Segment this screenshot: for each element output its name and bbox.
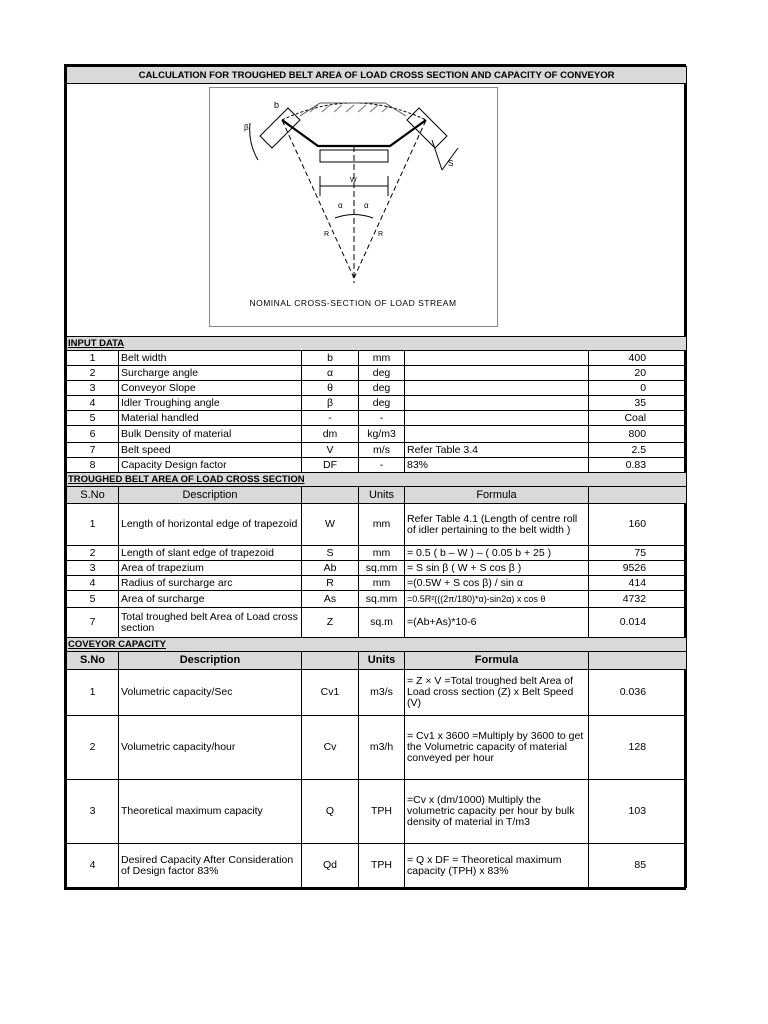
input-row: 6 Bulk Density of material dm kg/m3 800	[67, 426, 687, 443]
diagram-cell	[67, 84, 687, 337]
area-section-heading: TROUGHED BELT AREA OF LOAD CROSS SECTION	[67, 473, 687, 487]
label-alpha-right: α	[364, 201, 369, 210]
radius-line-left	[282, 120, 354, 278]
calculation-table	[66, 66, 687, 888]
capacity-row: 1 Volumetric capacity/Sec Cv1 m3/s = Z × V =Total troughed belt Area of Load cross section (Z) x Belt Speed (V) 0.036	[67, 670, 687, 716]
label-r-left: R	[324, 231, 330, 238]
area-row: 2 Length of slant edge of trapezoid S mm = 0.5 ( b – W ) – ( 0.05 b + 25 ) 75	[67, 546, 687, 561]
input-row: 7 Belt speed V m/s Refer Table 3.4 2.5	[67, 443, 687, 458]
capacity-row: 4 Desired Capacity After Consideration of Design factor 83% Qd TPH = Q x DF = Theoretical maximum capacity (TPH) x 83% 85	[67, 844, 687, 888]
capacity-section-heading: COVEYOR CAPACITY	[67, 638, 687, 652]
capacity-header-row: S.No Description Units Formula	[67, 652, 687, 670]
area-row: 1 Length of horizontal edge of trapezoid W mm Refer Table 4.1 (Length of centre roll of idler pertaining to the belt width ) 160	[67, 504, 687, 546]
area-header-row: S.No Description Units Formula	[67, 487, 687, 504]
cross-section-diagram	[209, 87, 498, 327]
input-section-heading: INPUT DATA	[67, 337, 687, 351]
belt-trough-line	[282, 120, 426, 146]
title-row	[67, 67, 687, 84]
input-row: 5 Material handled - - Coal	[67, 411, 687, 426]
beta-arc	[250, 123, 258, 160]
input-row: 2 Surcharge angle α deg 20	[67, 366, 687, 381]
load-hatch-top	[300, 103, 406, 116]
capacity-row: 3 Theoretical maximum capacity Q TPH =Cv x (dm/1000) Multiply the volumetric capacity per hour by bulk density of material in T/m3 103	[67, 780, 687, 844]
input-row: 1 Belt width b mm 400	[67, 351, 687, 366]
diagram-row	[67, 84, 687, 337]
sheet-title: CALCULATION FOR TROUGHED BELT AREA OF LOAD CROSS SECTION AND CAPACITY OF CONVEYOR	[67, 67, 687, 84]
alpha-arc	[335, 215, 373, 219]
area-row: 7 Total troughed belt Area of Load cross section Z sq.m =(Ab+As)*10-6 0.014	[67, 608, 687, 638]
area-row: 4 Radius of surcharge arc R mm =(0.5W + S cos β) / sin α 414	[67, 576, 687, 591]
label-b: b	[274, 100, 280, 110]
right-idler-roll	[407, 108, 447, 148]
diagram-caption: NOMINAL CROSS-SECTION OF LOAD STREAM	[249, 298, 457, 308]
input-row: 3 Conveyor Slope θ deg 0	[67, 381, 687, 396]
radius-line-right	[354, 120, 426, 278]
label-r-right: R	[378, 231, 384, 238]
area-row: 5 Area of surcharge As sq.mm =0.5R²(((2π/180)*α)-sin2α) x cos θ 4732	[67, 591, 687, 608]
label-beta: β	[244, 123, 249, 132]
label-alpha-left: α	[338, 201, 343, 210]
s-dimension	[432, 140, 458, 170]
capacity-row: 2 Volumetric capacity/hour Cv m3/h = Cv1 x 3600 =Multiply by 3600 to get the Volumetric capacity of material conveyed per hour 128	[67, 716, 687, 780]
label-s: S	[448, 159, 454, 168]
area-row: 3 Area of trapezium Ab sq.mm = S sin β ( W + S cos β ) 9526	[67, 561, 687, 576]
cross-section-drawing	[210, 88, 497, 326]
calculation-sheet	[64, 64, 686, 890]
input-row: 4 Idler Troughing angle β deg 35	[67, 396, 687, 411]
label-w: W	[350, 177, 357, 184]
input-row: 8 Capacity Design factor DF - 83% 0.83	[67, 458, 687, 473]
